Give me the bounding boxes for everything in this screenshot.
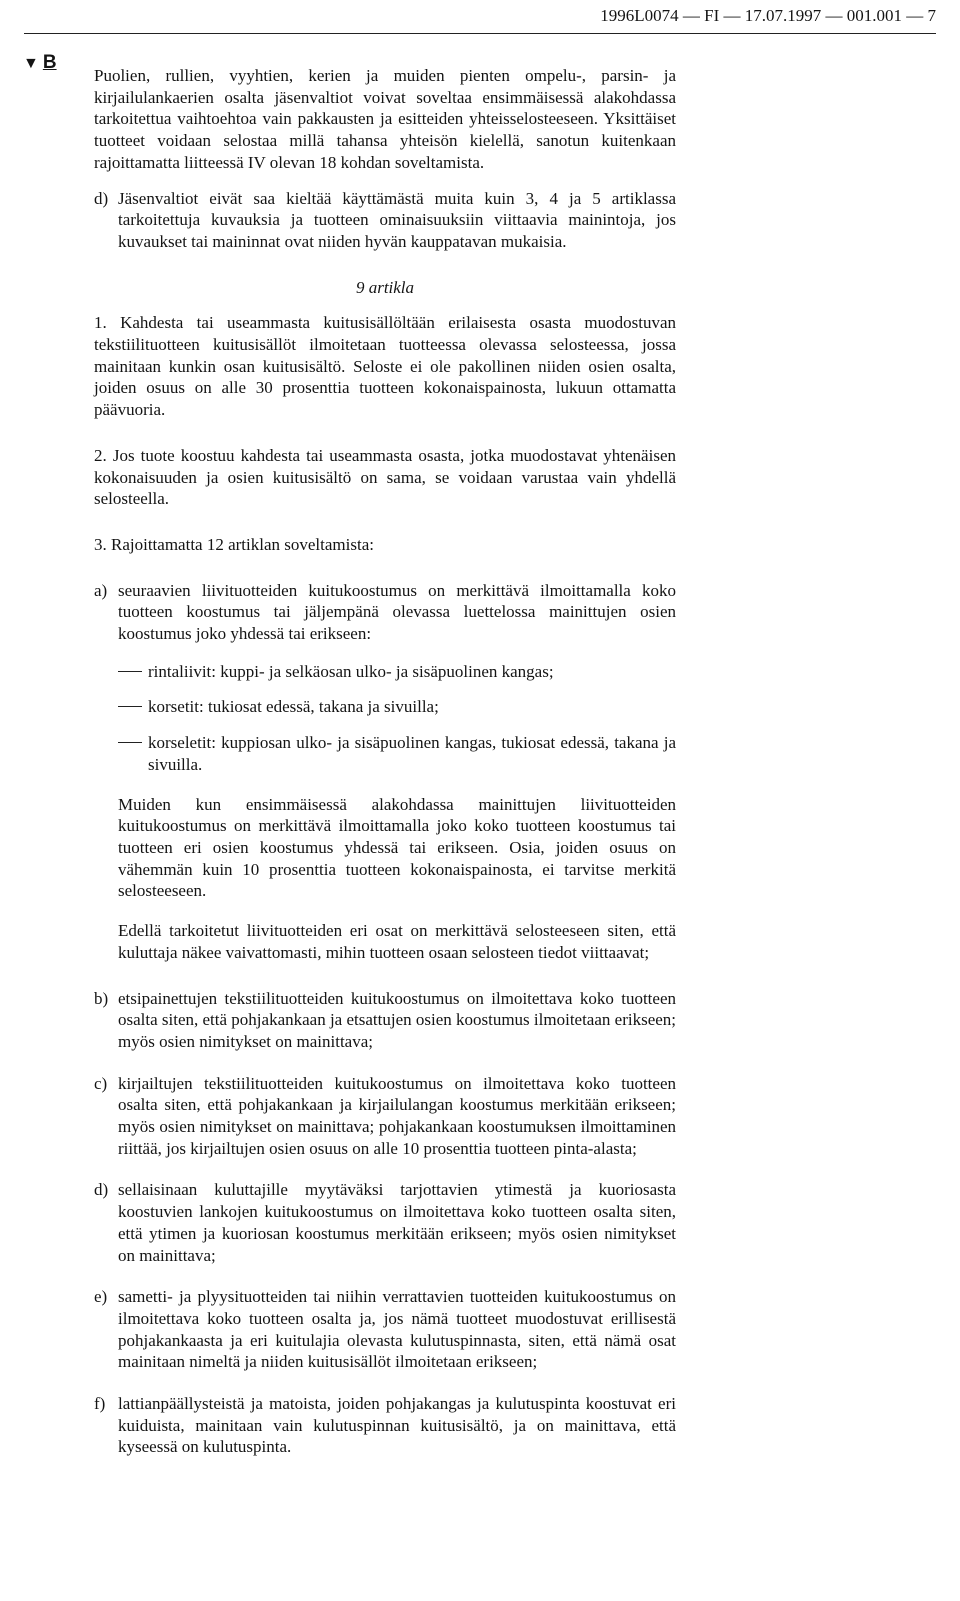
article-paragraph-1: 1. Kahdesta tai useammasta kuitusisällöltään erilaisesta osasta muodostuvan tekstiilituotteen kuitusisällöt ilmoitetaan tuotteessa olevassa selosteessa, jossa mainitaan kunkin osan kuitusisältö. Seloste ei ole pakollinen niiden osien osalta, joiden osuus on alle 30 prosenttia tuotteen kokonaispainosta, lukuun ottamatta päävuoria. — [94, 313, 676, 420]
em-dash-icon — [118, 671, 142, 672]
list-item-b — [94, 988, 676, 1053]
item-text: seuraavien liivituotteiden kuitukoostumus on merkittävä ilmoittamalla koko tuotteen koostumus tai jäljempänä olevassa luettelossa mainittujen osien koostumus joko yhdessä tai erikseen: — [118, 580, 676, 644]
item-label: d) — [94, 188, 109, 208]
dash-text: rintaliivit: kuppi- ja selkäosan ulko- ja sisäpuolinen kangas; — [148, 661, 554, 681]
intro-item-d — [94, 188, 676, 253]
document-body — [94, 65, 676, 1458]
list-item-d — [94, 1179, 676, 1266]
list-item-c — [94, 1073, 676, 1160]
item-a-follow-paragraph-1: Muiden kun ensimmäisessä alakohdassa mainittujen liivituotteiden kuitukoostumus on merkittävä ilmoittamalla joko koko tuotteen koostumus tai tuotteen eri osien koostumus yhdessä tai erikseen. Osia, joiden osuus on vähemmän kuin 10 prosenttia tuotteen kokonaispainosta, ei tarvitse merkitä selosteeseen. — [118, 794, 676, 901]
item-label: e) — [94, 1287, 108, 1307]
article-paragraph-3: 3. Rajoittamatta 12 artiklan soveltamista: — [94, 534, 374, 554]
item-text: kirjailtujen tekstiilituotteiden kuitukoostumus on ilmoitettava koko tuotteen osalta siten, että pohjakankaan ja kirjailulangan koostumus merkitään erikseen; myös osien nimitykset on mainittava; pohjakankaan koostumuksen ilmoittaminen riittää, jos kirjailtujen osien osuus on alle 10 prosenttia tuotteen pinta-alasta; — [118, 1073, 676, 1158]
item-label: c) — [94, 1073, 108, 1093]
list-item-e — [94, 1286, 676, 1373]
amendment-marker — [23, 52, 57, 75]
dash-item — [94, 732, 676, 775]
item-text: sellaisinaan kuluttajille myytäväksi tarjottavien ytimestä ja kuoriosasta koostuvien lankojen kuitukoostumus on ilmoitettava koko tuotteen osalta siten, että ytimen ja kuoriosan koostumus merkitään erikseen; myös osien nimitykset on mainittava; — [118, 1180, 676, 1265]
item-text: lattianpäällysteistä ja matoista, joiden pohjakangas ja kulutuspinta koostuvat eri kuiduista, mainitaan vain kulutuspinnan kuitusisältö, ja on mainittava, että kyseessä on kulutuspinta. — [118, 1394, 676, 1457]
running-header: 1996L0074 — FI — 17.07.1997 — 001.001 — 7 — [600, 6, 936, 25]
item-label: a) — [94, 580, 108, 600]
triangle-down-icon: ▼ — [23, 55, 39, 72]
em-dash-icon — [118, 706, 142, 707]
list-item-a — [94, 580, 676, 964]
item-a-follow-paragraph-2: Edellä tarkoitetut liivituotteiden eri osat on merkittävä selosteeseen siten, että kuluttaja näkee vaivattomasti, mihin tuotteen osaan selosteen tiedot viittaavat; — [118, 921, 676, 962]
header-divider — [24, 33, 936, 34]
dash-item — [94, 696, 676, 718]
item-label: d) — [94, 1180, 109, 1200]
item-label: b) — [94, 988, 109, 1008]
dash-item — [94, 661, 676, 683]
article-paragraph-2: 2. Jos tuote koostuu kahdesta tai useammasta osasta, jotka muodostavat yhtenäisen kokonaisuuden ja osien kuitusisältö on sama, se voidaan varustaa vain yhdellä selosteella. — [94, 445, 676, 509]
dash-text: korseletit: kuppiosan ulko- ja sisäpuolinen kangas, tukiosat edessä, takana ja sivuilla. — [148, 733, 676, 774]
item-text: etsipainettujen tekstiilituotteiden kuitukoostumus on ilmoitettava koko tuotteen osalta siten, että pohjakankaan ja etsattujen osien koostumus ilmoitetaan erikseen; myös osien nimitykset on mainittava; — [118, 988, 677, 1051]
item-text: Jäsenvaltiot eivät saa kieltää käyttämästä muita kuin 3, 4 ja 5 artiklassa tarkoitettuja kuvauksia ja tuotteen ominaisuuksiin viittaavia mainintoja, jos kuvaukset tai maininnat ovat niiden hyvän kauppatavan mukaisia. — [118, 188, 676, 251]
marker-letter: B — [42, 52, 57, 73]
em-dash-icon — [118, 742, 142, 743]
article-title: 9 artikla — [355, 277, 415, 297]
item-text: sametti- ja plyysituotteiden tai niihin verrattavien tuotteiden kuitukoostumus on ilmoitettava koko tuotteen osalta ja, jos nämä tuotteet muodostuvat erillisestä pohjakankaasta ja eri kuitulajia olevasta kulutuspinnasta, siten, että nämä osat mainitaan nimeltä ja niiden kuitusisällöt ilmoitetaan erikseen; — [118, 1287, 676, 1372]
list-item-f — [94, 1393, 676, 1458]
intro-paragraph: Puolien, rullien, vyyhtien, kerien ja muiden pienten ompelu-, parsin- ja kirjailulankaerien osalta jäsenvaltiot voivat soveltaa ensimmäisessä alakohdassa tarkoitettua vaihtoehtoa vain pakkausten ja esitteiden yhteisselosteeseen. Yksittäiset tuotteet voidaan selostaa millä tahansa yhteisön kielellä, sanotun kuitenkaan rajoittamatta liitteessä IV olevan 18 kohdan soveltamista. — [94, 66, 676, 172]
dash-text: korsetit: tukiosat edessä, takana ja sivuilla; — [148, 697, 439, 717]
dash-list — [118, 661, 676, 776]
item-label: f) — [94, 1394, 106, 1414]
